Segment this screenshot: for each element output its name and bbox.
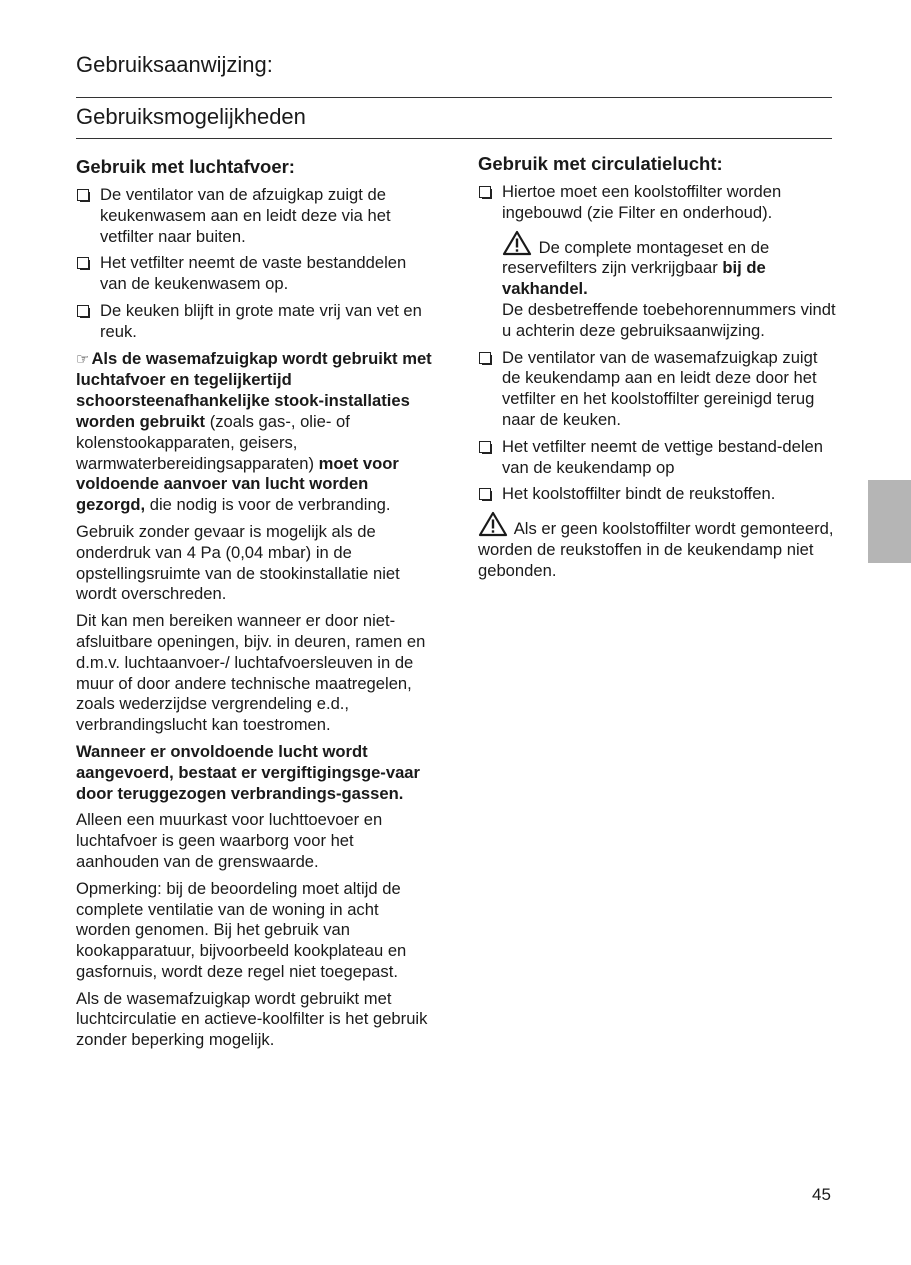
paragraph: Alleen een muurkast voor luchttoevoer en luchtafvoer is geen waarborg voor het aanhouden van de grenswaarde. (76, 810, 383, 871)
list-item: Hiertoe moet een koolstoffilter worden ingebouwd (zie Filter en onderhoud). (478, 182, 838, 224)
warning-note: De complete montageset en de reservefilters zijn verkrijgbaar bij de vakhandel. De desbetreffende toebehorennummers vindt u achterin deze gebruiksaanwijzing. (478, 230, 838, 342)
list-item: Het koolstoffilter bindt de reukstoffen. (478, 484, 838, 505)
checkbox-bullet-icon (479, 352, 491, 364)
section-title: Gebruiksmogelijkheden (76, 104, 306, 129)
chapter-tab-marker (868, 480, 911, 563)
list-item: De ventilator van de wasemafzuigkap zuigt de keukendamp aan en leidt deze door het vetfilter en het koolstoffilter gereinigd terug naar de keuken. (478, 348, 838, 431)
left-column (76, 155, 436, 1057)
pointing-hand-icon: ☞ (76, 350, 90, 368)
header-rule (76, 97, 832, 98)
warning-triangle-icon (478, 511, 508, 537)
list-item: Het vetfilter neemt de vettige bestand-delen van de keukendamp op (478, 437, 838, 479)
paragraph: Gebruik zonder gevaar is mogelijk als de onderdruk van 4 Pa (0,04 mbar) in de opstellingsruimte van de stookinstallatie niet wordt overschreden. (76, 521, 400, 604)
checkbox-bullet-icon (77, 189, 89, 201)
warning-triangle-icon (502, 230, 532, 256)
paragraph: Opmerking: bij de beoordeling moet altijd de complete ventilatie van de woning in acht worden genomen. Bij het gebruik van kookapparatuur, bijvoorbeeld kookplateau en gasfornuis, wordt deze regel niet toegepast. (76, 878, 407, 981)
list-item: De keuken blijft in grote mate vrij van vet en reuk. (76, 301, 436, 343)
paragraph: Als de wasemafzuigkap wordt gebruikt met luchtcirculatie en actieve-koolfilter is het gebruik zonder beperking mogelijk. (76, 988, 428, 1050)
warning-paragraph: Wanneer er onvoldoende lucht wordt aangevoerd, bestaat er vergiftigingsge-vaar door teruggezogen verbrandings-gassen. (76, 741, 420, 803)
document-title: Gebruiksaanwijzing: (76, 52, 273, 77)
checkbox-bullet-icon (479, 186, 491, 198)
note-paragraph: ☞ Als de wasemafzuigkap wordt gebruikt met luchtafvoer en tegelijkertijd schoorsteenafhankelijke stook-installaties worden gebruikt (zoals gas-, olie- of kolenstookapparaten, geisers, warmwaterbereidingsapparaten) moet voor voldoende aanvoer van lucht worden gezorgd, die nodig is voor de verbranding. (76, 348, 432, 515)
page-number: 45 (812, 1185, 831, 1204)
section-rule (76, 138, 832, 139)
checkbox-bullet-icon (77, 305, 89, 317)
list-item: Het vetfilter neemt de vaste bestanddelen van de keukenwasem op. (76, 253, 436, 295)
right-column (478, 152, 838, 588)
checkbox-bullet-icon (479, 441, 491, 453)
list-item: De ventilator van de afzuigkap zuigt de keukenwasem aan en leidt deze via het vetfilter naar buiten. (76, 185, 436, 247)
left-heading: Gebruik met luchtafvoer: (76, 156, 295, 177)
checkbox-bullet-icon (77, 257, 89, 269)
checkbox-bullet-icon (479, 488, 491, 500)
right-heading: Gebruik met circulatielucht: (478, 153, 723, 174)
warning-note: Als er geen koolstoffilter wordt gemonteerd, worden de reukstoffen in de keukendamp niet gebonden. (478, 511, 838, 581)
paragraph: Dit kan men bereiken wanneer er door niet-afsluitbare openingen, bijv. in deuren, ramen en d.m.v. luchtaanvoer-/ luchtafvoersleuven in de muur of door andere technische maatregelen, zoals wederzijdse vergrendeling e.d., verbrandingslucht kan toestromen. (76, 611, 426, 735)
